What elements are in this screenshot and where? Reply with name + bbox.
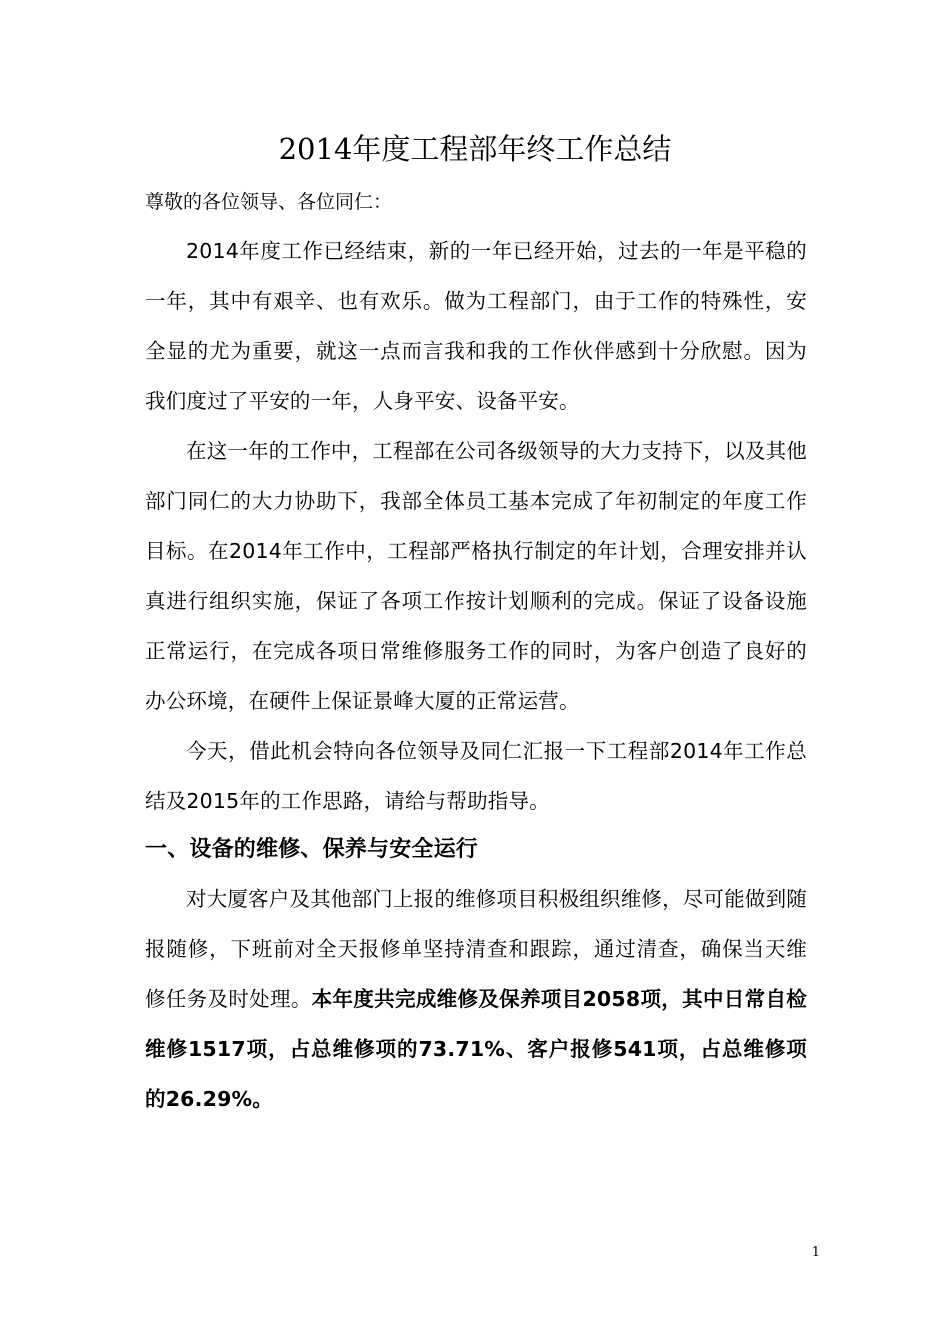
paragraph-3: 今天，借此机会特向各位领导及同仁汇报一下工程部2014年工作总结及2015年的工作思路，请给与帮助指导。 bbox=[145, 739, 807, 813]
section-1-paragraph bbox=[145, 874, 807, 1124]
document-title: 2014年度工程部年终工作总结 bbox=[278, 132, 672, 166]
paragraph-2: 在这一年的工作中，工程部在公司各级领导的大力支持下，以及其他部门同仁的大力协助下，我部全体员工基本完成了年初制定的年度工作目标。在2014年工作中，工程部严格执行制定的年计划，合理安排并认真进行组织实施，保证了各项工作按计划顺利的完成。保证了设备设施正常运行，在完成各项日常维修服务工作的同时，为客户创造了良好的办公环境，在硬件上保证景峰大厦的正常运营。 bbox=[145, 439, 807, 713]
page-number: 1 bbox=[811, 1245, 820, 1260]
section-heading-1: 一、设备的维修、保养与安全运行 bbox=[145, 837, 479, 862]
paragraph-1: 2014年度工作已经结束，新的一年已经开始，过去的一年是平稳的一年，其中有艰辛、也有欢乐。做为工程部门，由于工作的特殊性，安全显的尤为重要，就这一点而言我和我的工作伙伴感到十分欣慰。因为我们度过了平安的一年，人身平安、设备平安。 bbox=[145, 239, 807, 413]
salutation: 尊敬的各位领导、各位同仁： bbox=[145, 191, 393, 213]
section-1-text: 对大厦客户及其他部门上报的维修项目积极组织维修，尽可能做到随报随修，下班前对全天报修单坚持清查和跟踪，通过清查，确保当天维修任务及时处理。 bbox=[145, 887, 807, 1011]
document-body bbox=[145, 226, 807, 1124]
section-1-bold-text: 本年度共完成维修及保养项目2058项，其中日常自检维修1517项，占总维修项的73.71%、客户报修541项，占总维修项的26.29%。 bbox=[145, 987, 807, 1111]
